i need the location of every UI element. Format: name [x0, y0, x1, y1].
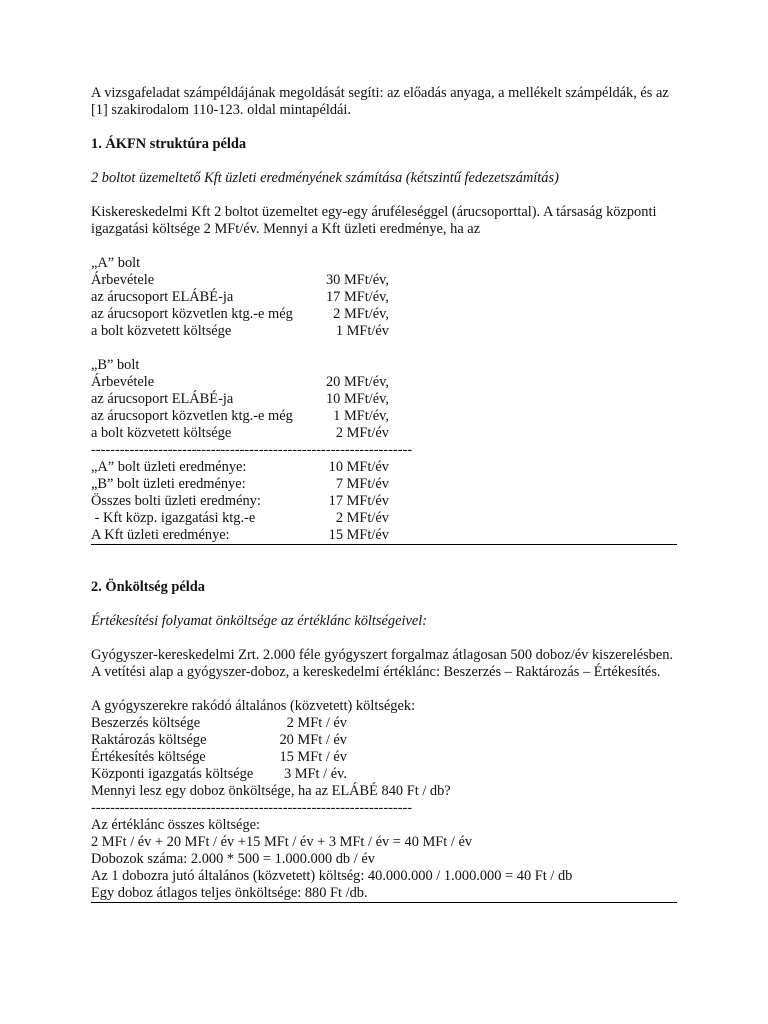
row-value: 30 MFt/év,: [325, 272, 389, 288]
document-page: [91, 85, 677, 903]
cost-row: [91, 749, 677, 766]
row-label: „B” bolt üzleti eredménye:: [91, 476, 246, 492]
row-value: 7 MFt/év: [335, 476, 389, 492]
solution-line-final: Egy doboz átlagos teljes önköltsége: 880 Ft /db.: [91, 885, 677, 903]
store-a-row: [91, 289, 677, 306]
row-label: A Kft üzleti eredménye:: [91, 527, 230, 543]
row-value: 10 MFt/év,: [325, 391, 389, 407]
section1-heading: 1. ÁKFN struktúra példa: [91, 136, 247, 152]
result-row: [91, 510, 677, 527]
row-label: Értékesítés költsége: [91, 749, 206, 765]
row-label: az árucsoport közvetlen ktg.-e még: [91, 306, 293, 322]
section2-heading: 2. Önköltség példa: [91, 579, 205, 595]
row-label: az árucsoport közvetlen ktg.-e még: [91, 408, 293, 424]
section2-problem: Gyógyszer-kereskedelmi Zrt. 2.000 féle gyógyszert forgalmaz átlagosan 500 doboz/év kiszerelésben. A vetítési alap a gyógyszer-doboz, a kereskedelmi értéklánc: Beszerzés – Raktározás – Értékesítés.: [91, 647, 674, 680]
row-value: 10 MFt/év: [328, 459, 389, 475]
row-value: 17 MFt/év: [328, 493, 389, 509]
row-label: „A” bolt üzleti eredménye:: [91, 459, 247, 475]
row-label: Beszerzés költsége: [91, 715, 201, 731]
separator-line: -------------------------------------------------------------------: [91, 800, 413, 816]
row-value: 3 MFt / év.: [283, 766, 347, 782]
store-b-row: [91, 425, 677, 442]
solution-line: 2 MFt / év + 20 MFt / év +15 MFt / év + 3 MFt / év = 40 MFt / év: [91, 834, 473, 850]
separator-line: -------------------------------------------------------------------: [91, 442, 413, 458]
row-label: az árucsoport ELÁBÉ-ja: [91, 391, 234, 407]
row-value: 2 MFt/év: [335, 425, 389, 441]
row-label: a bolt közvetett költsége: [91, 425, 232, 441]
solution-line: Az 1 dobozra jutó általános (közvetett) költség: 40.000.000 / 1.000.000 = 40 Ft / db: [91, 868, 573, 884]
result-row: [91, 459, 677, 476]
row-value: 2 MFt / év: [286, 715, 347, 731]
section2-subtitle: Értékesítési folyamat önköltsége az értéklánc költségeivel:: [91, 613, 428, 629]
solution-line: Az értéklánc összes költsége:: [91, 817, 261, 833]
row-label: a bolt közvetett költsége: [91, 323, 232, 339]
store-b-title: „B” bolt: [91, 357, 140, 373]
result-row: [91, 476, 677, 493]
row-label: Árbevétele: [91, 374, 155, 390]
row-value: 2 MFt/év,: [333, 306, 389, 322]
row-value: 15 MFt / év: [279, 749, 347, 765]
store-b-row: [91, 391, 677, 408]
section1-problem: Kiskereskedelmi Kft 2 boltot üzemeltet egy-egy áruféleséggel (árucsoporttal). A társaság központi igazgatási költsége 2 MFt/év. Mennyi a Kft üzleti eredménye, ha az: [91, 204, 657, 237]
cost-row: [91, 732, 677, 749]
store-a-row: [91, 323, 677, 340]
section1-subtitle: 2 boltot üzemeltető Kft üzleti eredményének számítása (kétszintű fedezetszámítás): [91, 170, 559, 186]
row-label: - Kft közp. igazgatási ktg.-e: [91, 510, 256, 526]
row-label: Központi igazgatás költsége: [91, 766, 254, 782]
row-value: 15 MFt/év: [328, 527, 389, 543]
row-value: 2 MFt/év: [335, 510, 389, 526]
store-b-row: [91, 408, 677, 425]
store-a-row: [91, 272, 677, 289]
cost-row: [91, 766, 677, 783]
row-value: 20 MFt / év: [279, 732, 347, 748]
costs-title: A gyógyszerekre rakódó általános (közvetett) költségek:: [91, 698, 416, 714]
row-value: 17 MFt/év,: [325, 289, 389, 305]
store-b-row: [91, 374, 677, 391]
row-label: az árucsoport ELÁBÉ-ja: [91, 289, 234, 305]
store-a-row: [91, 306, 677, 323]
intro-text: A vizsgafeladat számpéldájának megoldását segíti: az előadás anyaga, a mellékelt számpéldák, és az [1] szakirodalom 110-123. oldal mintapéldái.: [91, 85, 669, 118]
solution-line: Dobozok száma: 2.000 * 500 = 1.000.000 db / év: [91, 851, 375, 867]
row-label: Árbevétele: [91, 272, 155, 288]
row-value: 1 MFt/év,: [333, 408, 389, 424]
row-value: 20 MFt/év,: [325, 374, 389, 390]
row-label: Összes bolti üzleti eredmény:: [91, 493, 261, 509]
row-value: 1 MFt/év: [335, 323, 389, 339]
cost-row: [91, 715, 677, 732]
result-row-final: [91, 527, 677, 545]
row-label: Raktározás költsége: [91, 732, 207, 748]
result-row: [91, 493, 677, 510]
question-text: Mennyi lesz egy doboz önköltsége, ha az ELÁBÉ 840 Ft / db?: [91, 783, 451, 799]
store-a-title: „A” bolt: [91, 255, 141, 271]
